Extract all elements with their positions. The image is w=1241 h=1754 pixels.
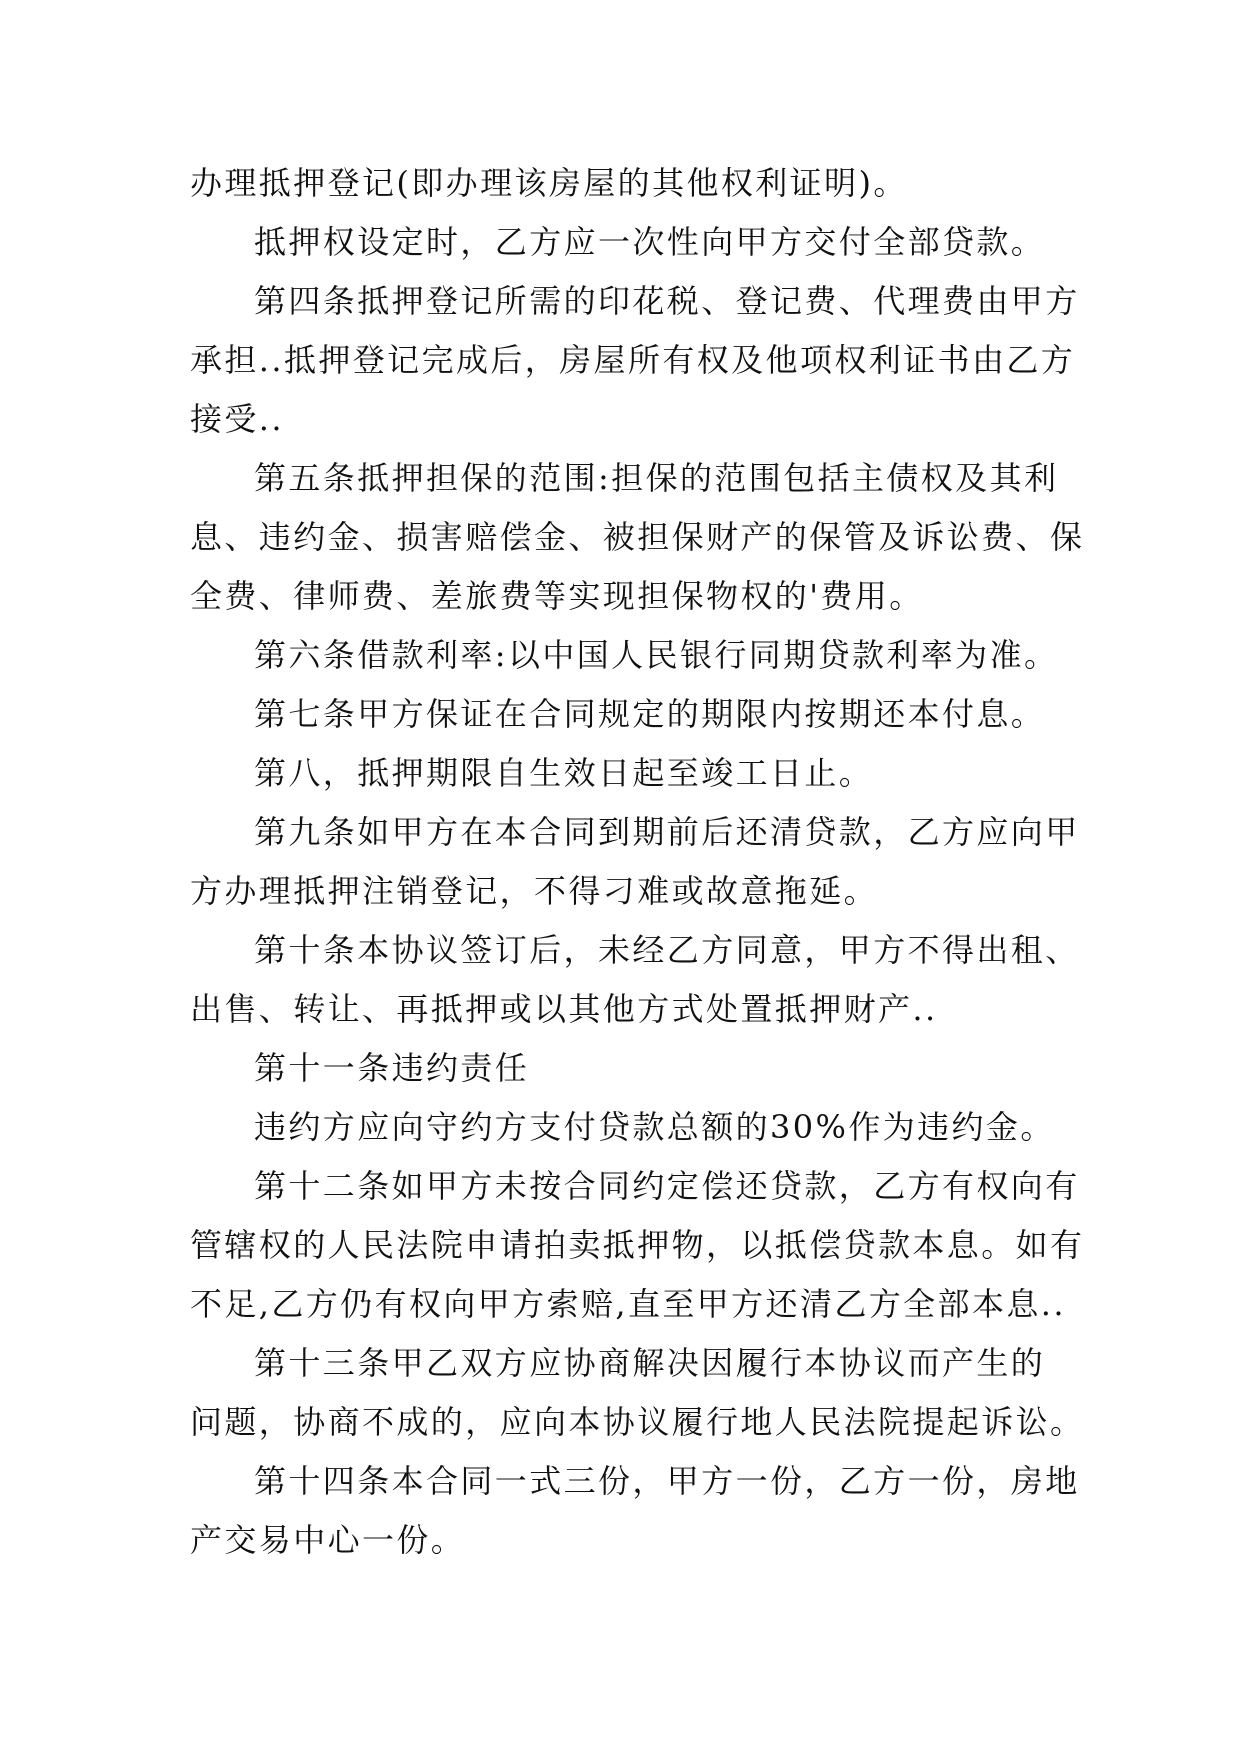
text-line: 全费、律师费、差旅费等实现担保物权的'费用。 xyxy=(190,577,924,615)
text-line: 第十三条甲乙双方应协商解决因履行本协议而产生的 xyxy=(254,1344,1046,1382)
text-line: 第十一条违约责任 xyxy=(254,1049,530,1087)
text-line: 办理抵押登记(即办理该房屋的其他权利证明)。 xyxy=(190,164,908,202)
text-line: 第九条如甲方在本合同到期前后还清贷款，乙方应向甲 xyxy=(254,813,1080,851)
text-line: 第四条抵押登记所需的印花税、登记费、代理费由甲方 xyxy=(254,282,1080,320)
text-line: 第五条抵押担保的范围:担保的范围包括主债权及其利 xyxy=(254,459,1059,497)
text-line: 承担..抵押登记完成后，房屋所有权及他项权利证书由乙方 xyxy=(190,341,1076,379)
text-line: 方办理抵押注销登记，不得刁难或故意拖延。 xyxy=(190,872,879,910)
text-line: 接受.. xyxy=(190,400,284,438)
text-line: 管辖权的人民法院申请拍卖抵押物，以抵偿贷款本息。如有 xyxy=(190,1226,1085,1264)
text-line: 第十二条如甲方未按合同约定偿还贷款，乙方有权向有 xyxy=(254,1167,1080,1205)
text-line: 第八，抵押期限自生效日起至竣工日止。 xyxy=(254,754,874,792)
text-line: 出售、转让、再抵押或以其他方式处置抵押财产.. xyxy=(190,990,938,1028)
text-line: 第十四条本合同一式三份，甲方一份，乙方一份，房地 xyxy=(254,1462,1080,1500)
text-line: 不足,乙方仍有权向甲方索赔,直至甲方还清乙方全部本息.. xyxy=(190,1285,1066,1323)
text-line: 第六条借款利率:以中国人民银行同期贷款利率为准。 xyxy=(254,636,1059,674)
text-line: 第七条甲方保证在合同规定的期限内按期还本付息。 xyxy=(254,695,1046,733)
text-line: 违约方应向守约方支付贷款总额的30%作为违约金。 xyxy=(254,1108,1055,1146)
text-line: 息、违约金、损害赔偿金、被担保财产的保管及诉讼费、保 xyxy=(190,518,1085,556)
text-line: 第十条本协议签订后，未经乙方同意，甲方不得出租、 xyxy=(254,931,1080,969)
text-line: 问题，协商不成的，应向本协议履行地人民法院提起诉讼。 xyxy=(190,1403,1085,1441)
text-line: 产交易中心一份。 xyxy=(190,1521,466,1559)
text-line: 抵押权设定时，乙方应一次性向甲方交付全部贷款。 xyxy=(254,223,1046,261)
